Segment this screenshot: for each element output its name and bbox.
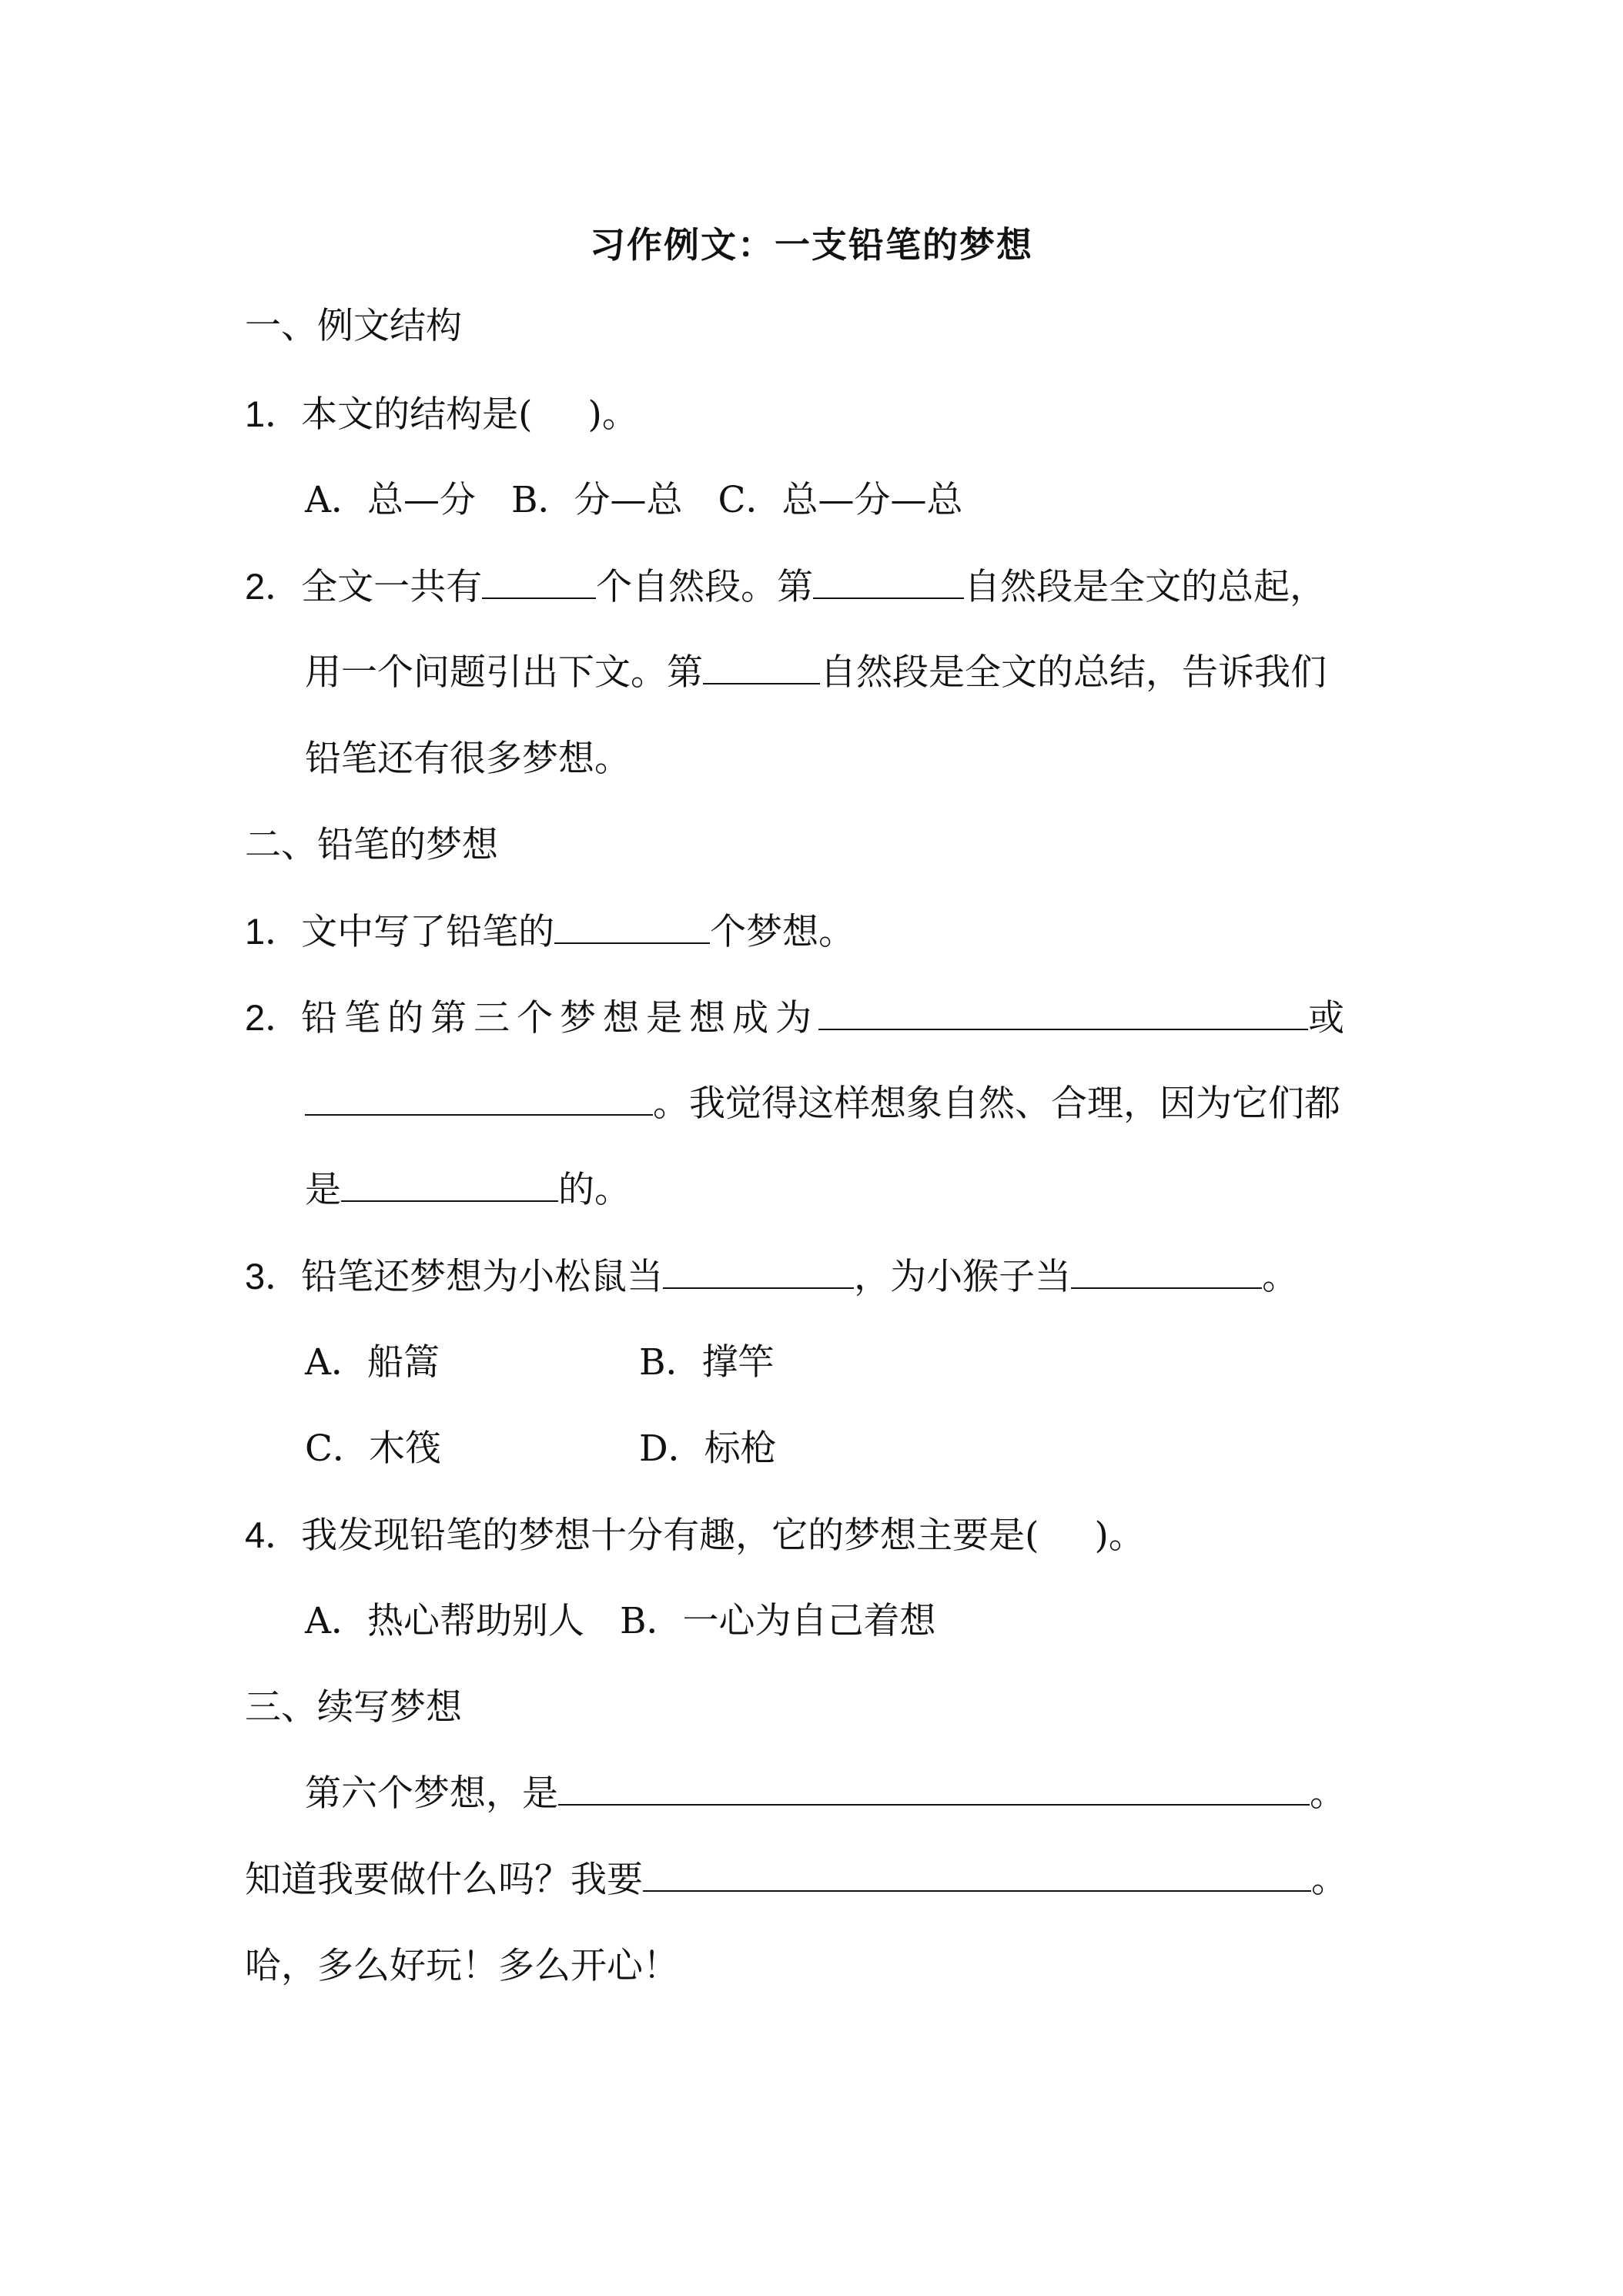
section-2-question-3 xyxy=(245,1252,1298,1302)
question-number: 2． xyxy=(245,997,302,1038)
blank-what-to-do[interactable] xyxy=(643,1856,1311,1892)
question-text: 本文的结构是( xyxy=(301,393,533,436)
option-b[interactable]: B．撑竿 xyxy=(639,1341,775,1384)
blank-intro-paragraph[interactable] xyxy=(813,564,964,599)
question-text: 个自然段。第 xyxy=(596,566,814,608)
section-3-line-1 xyxy=(305,1769,1346,1819)
section-3-heading: 三、续写梦想 xyxy=(245,1686,462,1729)
section-2-question-2-line-3 xyxy=(305,1166,631,1215)
section-2-question-1 xyxy=(245,907,855,957)
section-1-heading: 一、例文结构 xyxy=(245,305,462,347)
option-a[interactable]: A．船篙 xyxy=(305,1341,440,1384)
question-text: 自然段是全文的总结，告诉我们 xyxy=(820,651,1327,694)
section-3-line-3: 哈，多么好玩！多么开心！ xyxy=(245,1945,679,1987)
question-text: 个梦想。 xyxy=(710,911,855,953)
section-2-question-2-line-1 xyxy=(245,993,1344,1043)
section-2-question-4 xyxy=(245,1511,1145,1561)
blank-summary-paragraph[interactable] xyxy=(703,649,820,684)
question-text: 自然段是全文的总起， xyxy=(964,566,1327,608)
section-1-question-1-options xyxy=(305,476,962,525)
option-a[interactable]: A．热心帮助别人 xyxy=(305,1600,584,1642)
page-title: 习作例文：一支铅笔的梦想 xyxy=(590,224,1033,266)
section-1-question-1 xyxy=(245,390,638,440)
blank-squirrel[interactable] xyxy=(663,1253,854,1289)
section-2-question-4-options xyxy=(305,1597,936,1646)
blank-dream-count[interactable] xyxy=(554,909,710,944)
blank-paragraph-count[interactable] xyxy=(482,564,596,599)
continuation-text: 。 xyxy=(1311,1859,1347,1901)
question-text-close: )。 xyxy=(1094,1514,1145,1557)
option-d[interactable]: D．标枪 xyxy=(639,1427,777,1470)
option-c[interactable]: C．总—分—总 xyxy=(718,479,963,521)
question-text: 铅笔的第三个梦想是想成为 xyxy=(301,997,819,1039)
question-text: 文中写了铅笔的 xyxy=(301,911,555,953)
blank-third-dream-1[interactable] xyxy=(818,995,1308,1030)
question-text: 是 xyxy=(305,1169,341,1211)
question-text: 。我觉得这样想象自然、合理，因为它们都 xyxy=(653,1083,1340,1125)
question-text: 全文一共有 xyxy=(301,566,483,608)
question-text: 我发现铅笔的梦想十分有趣，它的梦想主要是( xyxy=(301,1514,1039,1557)
option-a[interactable]: A．总—分 xyxy=(305,479,476,521)
section-2-question-3-options-row-1 xyxy=(305,1338,775,1387)
question-text: 铅笔还梦想为小松鼠当 xyxy=(301,1256,664,1298)
blank-sixth-dream[interactable] xyxy=(558,1770,1310,1806)
question-text-close: )。 xyxy=(587,393,638,436)
question-text: 的。 xyxy=(558,1169,631,1211)
blank-reason[interactable] xyxy=(341,1166,558,1202)
continuation-text: 第六个梦想，是 xyxy=(305,1772,558,1815)
question-number: 1． xyxy=(245,393,302,434)
blank-monkey[interactable] xyxy=(1071,1253,1262,1289)
question-number: 4． xyxy=(245,1514,302,1555)
question-number: 1． xyxy=(245,911,302,952)
section-2-question-2-line-2 xyxy=(305,1079,1340,1129)
section-2-heading: 二、铅笔的梦想 xyxy=(245,824,498,866)
blank-third-dream-2[interactable] xyxy=(305,1080,653,1116)
question-text: 或 xyxy=(1308,997,1345,1039)
continuation-text: 知道我要做什么吗？我要 xyxy=(245,1859,643,1901)
question-text: 用一个问题引出下文。第 xyxy=(305,651,703,694)
section-2-question-3-options-row-2 xyxy=(305,1424,777,1474)
section-3-line-2 xyxy=(245,1856,1347,1905)
section-1-question-2-line-1 xyxy=(245,562,1326,612)
continuation-text: 。 xyxy=(1310,1772,1346,1815)
option-b[interactable]: B．一心为自己着想 xyxy=(619,1600,936,1642)
section-1-question-2-line-2 xyxy=(305,648,1327,698)
option-c[interactable]: C．木筏 xyxy=(305,1427,441,1470)
question-number: 3． xyxy=(245,1256,302,1297)
question-number: 2． xyxy=(245,566,302,607)
option-b[interactable]: B．分—总 xyxy=(510,479,683,521)
question-text: 。 xyxy=(1262,1256,1299,1298)
question-text: ，为小猴子当 xyxy=(854,1256,1072,1298)
section-1-question-2-line-3: 铅笔还有很多梦想。 xyxy=(305,738,631,780)
